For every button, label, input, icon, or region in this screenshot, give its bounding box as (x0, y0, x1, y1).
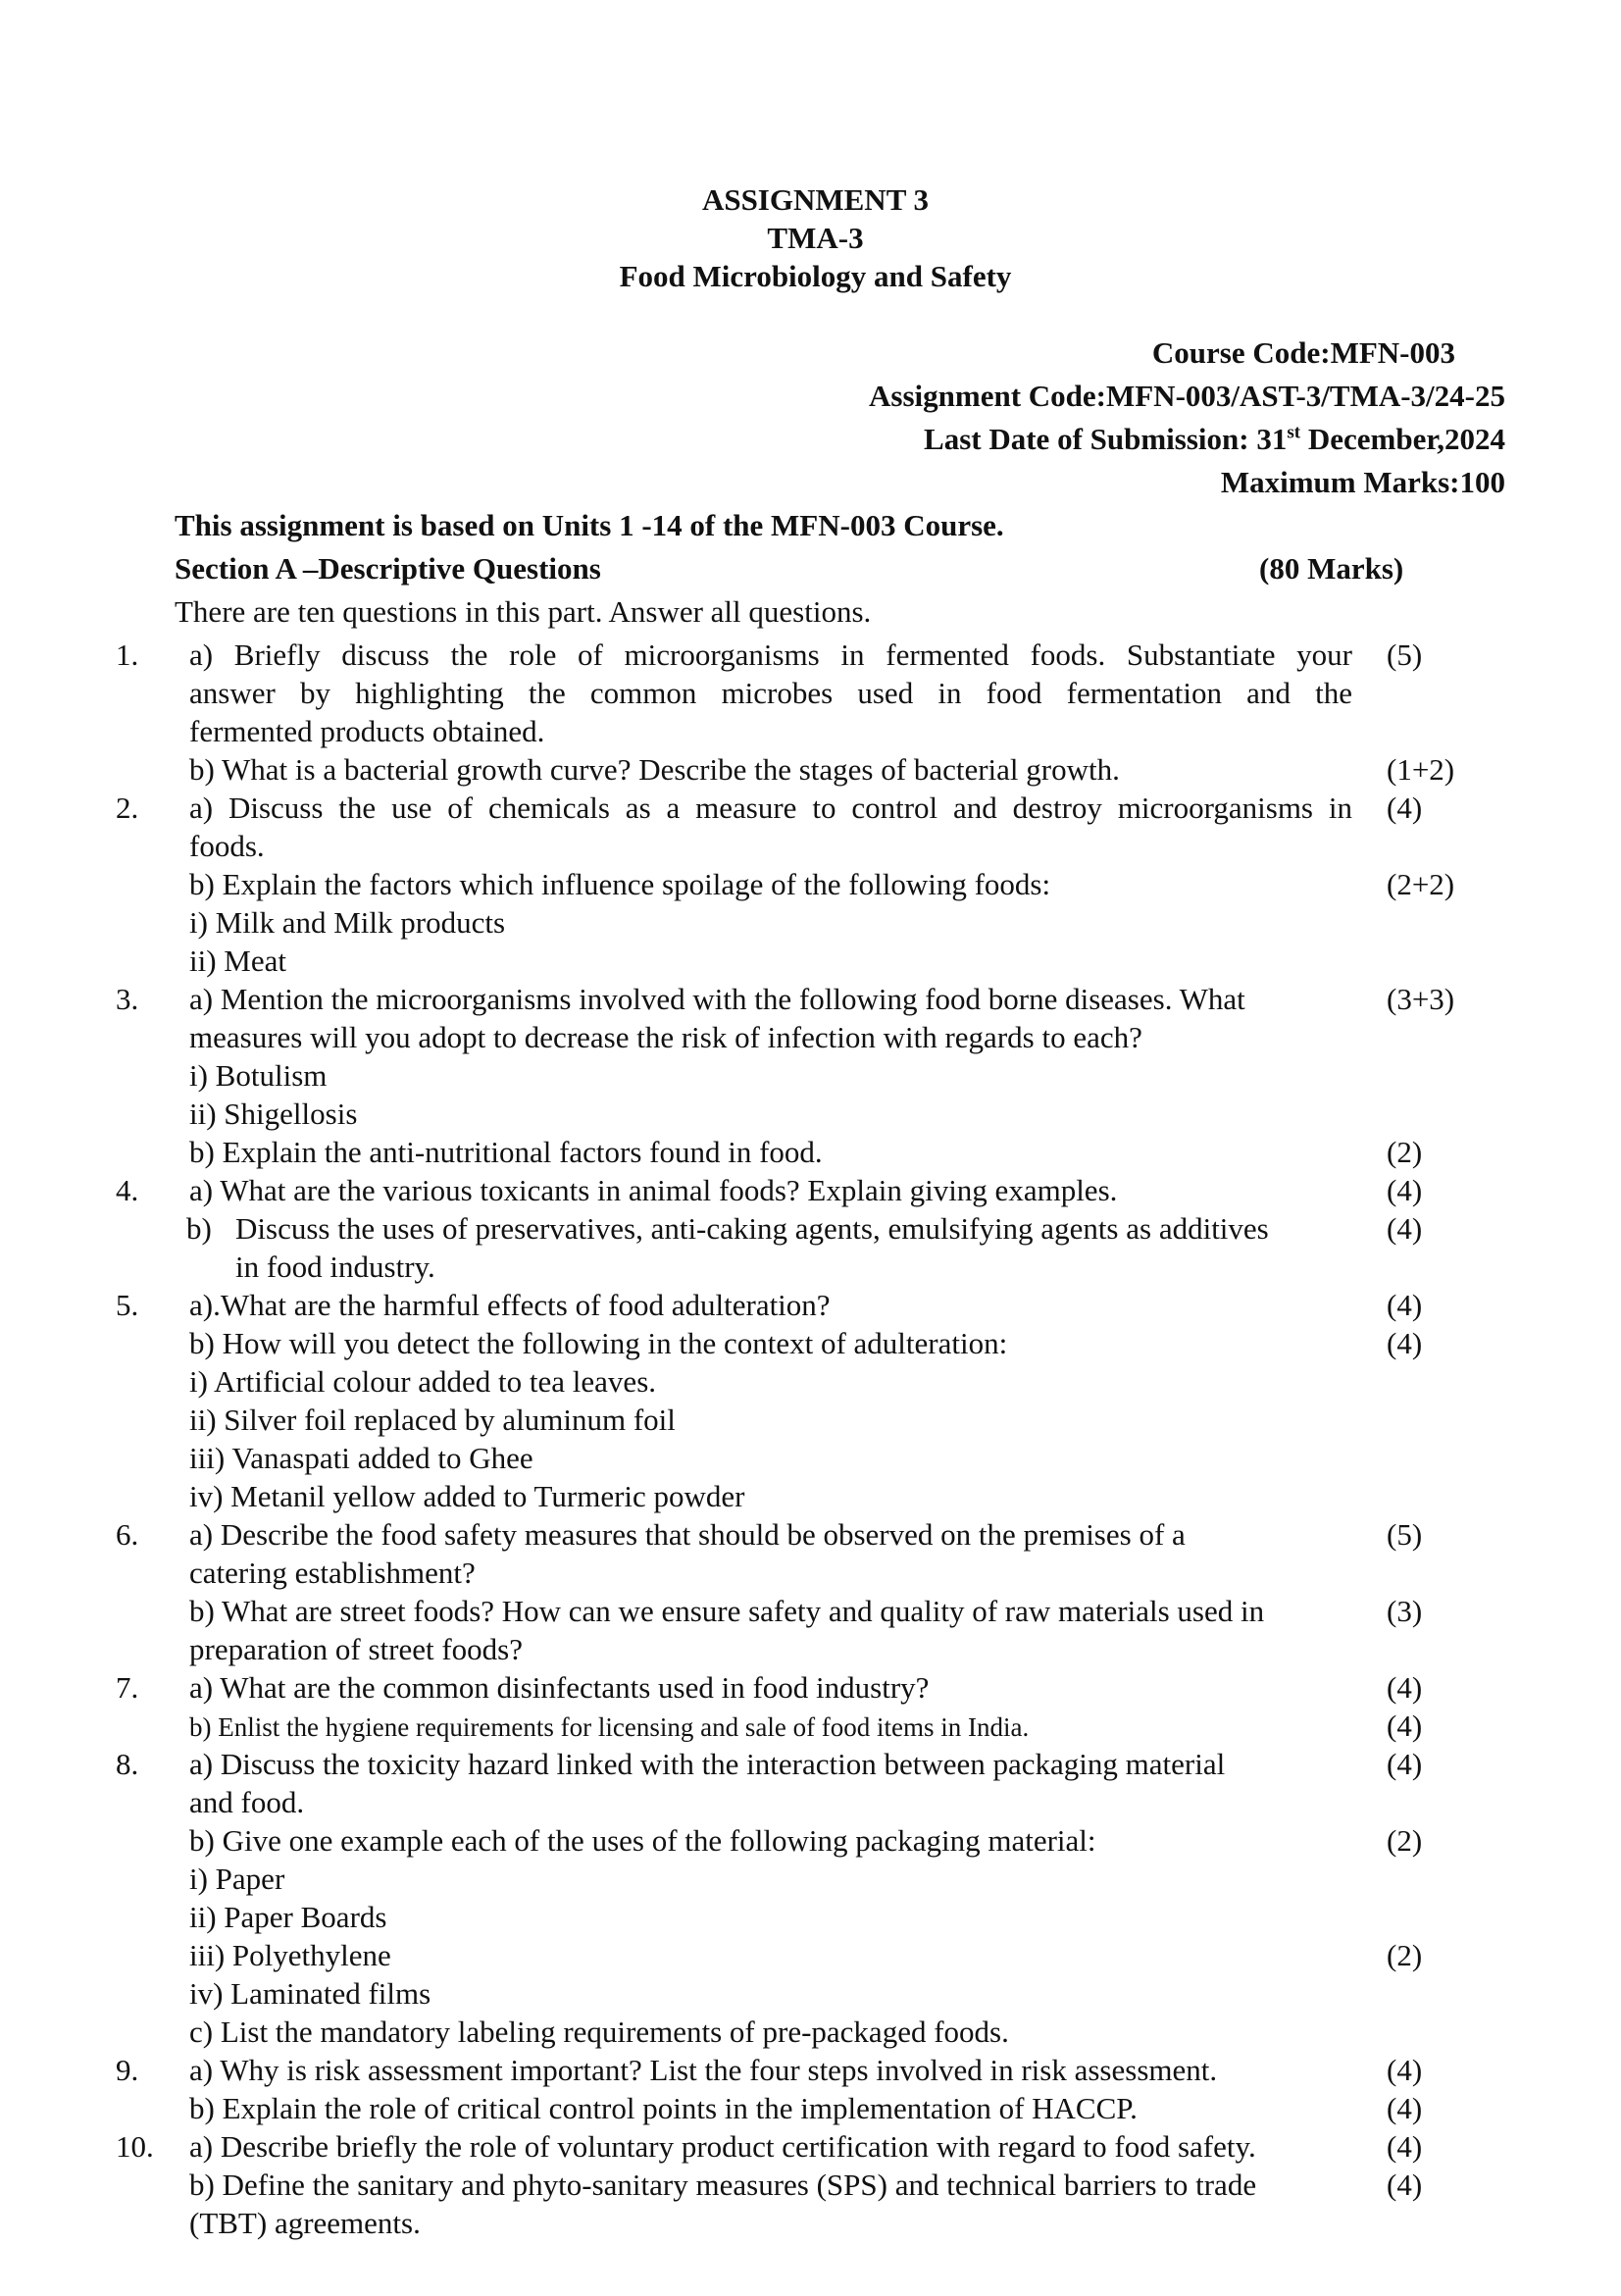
question-marks: (5) (1387, 638, 1423, 672)
question-text: a) What are the various toxicants in animal foods? Explain giving examples. (189, 1173, 1118, 1207)
question-text: Discuss the uses of preservatives, anti-caking agents, emulsifying agents as additives (235, 1211, 1269, 1246)
question-marks: (4) (1387, 2053, 1423, 2087)
section-marks: (80 Marks) (1259, 551, 1404, 586)
question-text: iv) Laminated films (189, 1976, 431, 2011)
question-marks: (1+2) (1387, 752, 1455, 787)
question-marks: (4) (1387, 791, 1423, 825)
question-text: a) Describe the food safety measures that should be observed on the premises of a (189, 1517, 1186, 1552)
question-text: foods. (189, 829, 265, 863)
question-text: i) Artificial colour added to tea leaves. (189, 1364, 657, 1399)
question-text: a).What are the harmful effects of food adulteration? (189, 1288, 831, 1322)
last-date (924, 422, 1505, 457)
question-marks: (4) (1387, 1211, 1423, 1246)
question-text: i) Milk and Milk products (189, 905, 506, 940)
question-marks: (2+2) (1387, 867, 1455, 901)
question-text: iii) Polyethylene (189, 1938, 391, 1972)
question-text: in food industry. (235, 1250, 435, 1284)
question-text: preparation of street foods? (189, 1632, 524, 1666)
question-text: a) Why is risk assessment important? List the four steps involved in risk assessment. (189, 2053, 1218, 2087)
question-text: b) Enlist the hygiene requirements for licensing and sale of food items in India. (189, 1712, 1030, 1742)
question-text: a) Discuss the use of chemicals as a measure to control and destroy microorganisms in (189, 791, 1352, 825)
question-part-label: b) (186, 1211, 212, 1246)
question-text: b) What is a bacterial growth curve? Describe the stages of bacterial growth. (189, 752, 1120, 787)
course-code: Course Code:MFN-003 (1151, 335, 1455, 370)
section-heading: Section A –Descriptive Questions (175, 551, 601, 586)
question-text: iv) Metanil yellow added to Turmeric powder (189, 1479, 745, 1513)
question-text: i) Paper (189, 1862, 285, 1896)
question-text: iii) Vanaspati added to Ghee (189, 1441, 533, 1475)
question-number: 10. (116, 2129, 154, 2164)
question-marks: (5) (1387, 1517, 1423, 1552)
question-text: a) What are the common disinfectants used in food industry? (189, 1670, 930, 1705)
assignment-title: ASSIGNMENT 3 (701, 182, 930, 217)
question-text: b) Explain the anti-nutritional factors found in food. (189, 1135, 823, 1169)
question-text: b) How will you detect the following in the context of adulteration: (189, 1326, 1008, 1360)
question-text: (TBT) agreements. (189, 2206, 421, 2240)
question-number: 1. (116, 638, 139, 672)
question-text: catering establishment? (189, 1556, 476, 1590)
question-marks: (2) (1387, 1938, 1423, 1972)
question-text: c) List the mandatory labeling requirements of pre-packaged foods. (189, 2015, 1009, 2049)
question-text: ii) Paper Boards (189, 1900, 387, 1934)
question-text: a) Briefly discuss the role of microorganisms in fermented foods. Substantiate your (189, 638, 1352, 672)
question-number: 5. (116, 1288, 139, 1322)
question-marks: (2) (1387, 1823, 1423, 1858)
question-text: a) Discuss the toxicity hazard linked with the interaction between packaging material (189, 1747, 1226, 1781)
question-marks: (4) (1387, 1288, 1423, 1322)
question-marks: (2) (1387, 1135, 1423, 1169)
question-marks: (4) (1387, 1173, 1423, 1207)
question-number: 6. (116, 1517, 139, 1552)
max-marks: Maximum Marks:100 (1220, 465, 1505, 499)
question-number: 2. (116, 791, 139, 825)
question-marks: (4) (1387, 1670, 1423, 1705)
section-instruction: There are ten questions in this part. Answer all questions. (175, 594, 872, 629)
question-text: fermented products obtained. (189, 714, 545, 748)
question-marks: (4) (1387, 1709, 1423, 1743)
question-text: a) Mention the microorganisms involved with the following food borne diseases. What (189, 982, 1245, 1016)
question-text: and food. (189, 1785, 305, 1819)
question-number: 9. (116, 2053, 139, 2087)
question-text: b) What are street foods? How can we ensure safety and quality of raw materials used in (189, 1594, 1265, 1628)
question-text: b) Explain the role of critical control points in the implementation of HACCP. (189, 2091, 1138, 2125)
question-text: ii) Meat (189, 944, 286, 978)
question-marks: (4) (1387, 1326, 1423, 1360)
question-number: 4. (116, 1173, 139, 1207)
tma-label: TMA-3 (767, 221, 864, 255)
question-number: 3. (116, 982, 139, 1016)
question-marks: (3) (1387, 1594, 1423, 1628)
question-marks: (4) (1387, 1747, 1423, 1781)
question-text: answer by highlighting the common microbes used in food fermentation and the (189, 676, 1352, 710)
question-text: i) Botulism (189, 1058, 328, 1093)
last-date-prefix: Last Date of Submission: 31 (924, 422, 1288, 456)
question-number: 8. (116, 1747, 139, 1781)
assignment-code: Assignment Code:MFN-003/AST-3/TMA-3/24-25 (869, 379, 1505, 413)
question-marks: (4) (1387, 2091, 1423, 2125)
question-text: a) Describe briefly the role of voluntary product certification with regard to food safety. (189, 2129, 1256, 2164)
question-text: b) Explain the factors which influence spoilage of the following foods: (189, 867, 1051, 901)
course-name: Food Microbiology and Safety (619, 259, 1012, 293)
question-number: 7. (116, 1670, 139, 1705)
question-marks: (4) (1387, 2129, 1423, 2164)
question-text: measures will you adopt to decrease the risk of infection with regards to each? (189, 1020, 1142, 1054)
question-marks: (4) (1387, 2168, 1423, 2202)
question-marks: (3+3) (1387, 982, 1455, 1016)
assignment-basis: This assignment is based on Units 1 -14 of the MFN-003 Course. (175, 508, 1004, 542)
last-date-suffix: December,2024 (1300, 422, 1505, 456)
question-text: ii) Silver foil replaced by aluminum foil (189, 1403, 676, 1437)
last-date-sup: st (1287, 422, 1301, 443)
question-text: b) Give one example each of the uses of the following packaging material: (189, 1823, 1096, 1858)
question-text: ii) Shigellosis (189, 1097, 358, 1131)
question-text: b) Define the sanitary and phyto-sanitary measures (SPS) and technical barriers to trade (189, 2168, 1257, 2202)
